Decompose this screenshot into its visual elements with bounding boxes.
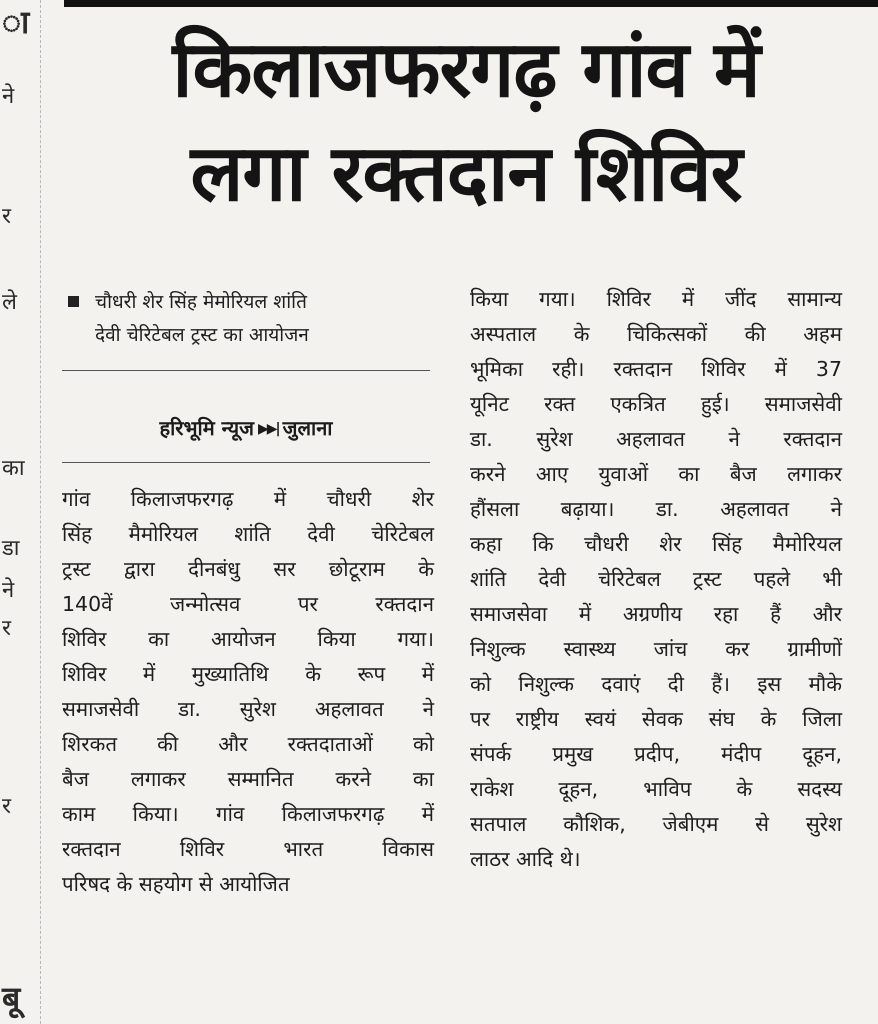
margin-fragment: ले bbox=[2, 290, 17, 315]
article-line: पर राष्ट्रीय स्वयं सेवक संघ के जिला bbox=[470, 707, 842, 731]
article-line: 140वें जन्मोत्सव पर रक्तदान bbox=[62, 592, 434, 616]
divider-rule bbox=[62, 370, 430, 371]
byline-separator-icon: ▶▶| bbox=[257, 421, 279, 437]
article-column-2 bbox=[470, 282, 842, 877]
margin-fragment: बू bbox=[2, 979, 21, 1017]
divider-rule bbox=[62, 462, 430, 463]
article-line: निशुल्क स्वास्थ्य जांच कर ग्रामीणों bbox=[470, 637, 842, 661]
subheadline-line-2: देवी चेरिटेबल ट्रस्ट का आयोजन bbox=[95, 324, 309, 346]
byline-source: हरिभूमि न्यूज bbox=[159, 416, 254, 440]
byline-location: जुलाना bbox=[282, 416, 333, 440]
byline bbox=[62, 414, 430, 441]
adjacent-column-fragment bbox=[0, 0, 41, 1024]
margin-fragment: ने bbox=[2, 84, 15, 109]
margin-fragment: र bbox=[2, 616, 11, 641]
headline-line-1: किलाजफरगढ़ गांव में bbox=[172, 25, 760, 115]
article-line: सिंह मैमोरियल शांति देवी चेरिटेबल bbox=[62, 522, 434, 546]
article-line: भूमिका रही। रक्तदान शिविर में 37 bbox=[470, 357, 842, 381]
margin-fragment: र bbox=[2, 204, 11, 229]
article-line: को निशुल्क दवाएं दी हैं। इस मौके bbox=[470, 672, 842, 696]
headline bbox=[62, 18, 870, 226]
article-line: किया गया। शिविर में जींद सामान्य bbox=[470, 287, 842, 311]
article-line: ट्रस्ट द्वारा दीनबंधु सर छोटूराम के bbox=[62, 557, 434, 581]
article-line: शिरकत की और रक्तदाताओं को bbox=[62, 732, 434, 756]
article-line: डा. सुरेश अहलावत ने रक्तदान bbox=[470, 427, 842, 451]
article-line: राकेश दूहन, भाविप के सदस्य bbox=[470, 777, 842, 801]
article-line: यूनिट रक्त एकत्रित हुई। समाजसेवी bbox=[470, 392, 842, 416]
margin-fragment: ा bbox=[2, 3, 30, 41]
article-line: गांव किलाजफरगढ़ में चौधरी शेर bbox=[62, 487, 434, 511]
top-rule bbox=[64, 0, 878, 7]
margin-fragment: र bbox=[2, 794, 11, 819]
subheadline-line-1: चौधरी शेर सिंह मेमोरियल शांति bbox=[95, 291, 307, 313]
article-line: हौंसला बढ़ाया। डा. अहलावत ने bbox=[470, 497, 842, 521]
article-line: लाठर आदि थे। bbox=[470, 847, 581, 871]
headline-line-2: लगा रक्तदान शिविर bbox=[190, 129, 742, 219]
article-line: करने आए युवाओं का बैज लगाकर bbox=[470, 462, 842, 486]
article-line: परिषद के सहयोग से आयोजित bbox=[62, 872, 290, 896]
article-line: शिविर में मुख्यातिथि के रूप में bbox=[62, 662, 434, 686]
article-line: समाजसेवा में अग्रणीय रहा हैं और bbox=[470, 602, 842, 626]
bullet-square-icon bbox=[68, 296, 79, 307]
article-line: शांति देवी चेरिटेबल ट्रस्ट पहले भी bbox=[470, 567, 842, 591]
article-line: रक्तदान शिविर भारत विकास bbox=[62, 837, 434, 861]
subheadline bbox=[62, 286, 434, 352]
article-line: काम किया। गांव किलाजफरगढ़ में bbox=[62, 802, 434, 826]
article-line: शिविर का आयोजन किया गया। bbox=[62, 627, 434, 651]
article-line: कहा कि चौधरी शेर सिंह मैमोरियल bbox=[470, 532, 842, 556]
margin-fragment: डा bbox=[2, 536, 20, 561]
article-line: सतपाल कौशिक, जेबीएम से सुरेश bbox=[470, 812, 842, 836]
margin-fragment: ने bbox=[2, 578, 15, 603]
article-line: समाजसेवी डा. सुरेश अहलावत ने bbox=[62, 697, 434, 721]
article-line: बैज लगाकर सम्मानित करने का bbox=[62, 767, 434, 791]
article-line: अस्पताल के चिकित्सकों की अहम bbox=[470, 322, 842, 346]
margin-fragment: का bbox=[2, 456, 25, 481]
article-line: संपर्क प्रमुख प्रदीप, मंदीप दूहन, bbox=[470, 742, 842, 766]
article-column-1 bbox=[62, 482, 434, 902]
